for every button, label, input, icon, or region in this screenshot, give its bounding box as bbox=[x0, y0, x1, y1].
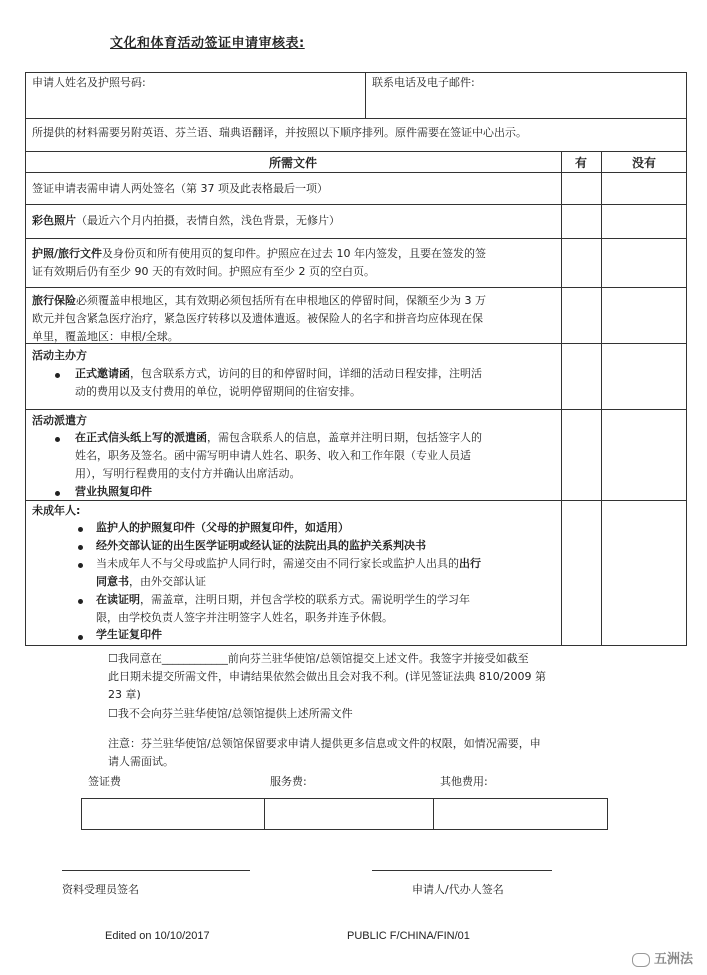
bullet-icon bbox=[55, 373, 60, 378]
agree-line1: ☐我同意在____________前向芬兰驻华使馆/总领馆提交上述文件。我签字并接受如截至 bbox=[108, 652, 529, 665]
agree-checkbox-text[interactable] bbox=[108, 650, 546, 704]
doc-enrollment-line2: 限，由学校负责人签字并注明签字人姓名，职务并连予休假。 bbox=[96, 611, 393, 624]
doc-guardian-passport: 监护人的护照复印件（父母的护照复印件，如适用） bbox=[96, 521, 349, 534]
doc-insurance-line1: 必须覆盖申根地区，其有效期必须包括所有在申根地区的停留时间，保额至少为 3 万 bbox=[76, 294, 486, 307]
page-title: 文化和体育活动签证申请审核表: bbox=[110, 36, 305, 51]
column-header-have: 有 bbox=[574, 156, 587, 170]
other-fee-input[interactable] bbox=[434, 799, 607, 829]
agree-line3: 23 章) bbox=[108, 688, 141, 701]
bullet-icon bbox=[55, 437, 60, 442]
visa-fee-label: 签证费 bbox=[88, 775, 121, 788]
other-fee-label: 其他费用: bbox=[440, 775, 488, 788]
doc-application-form: 签证申请表需申请人两处签名（第 37 项及此表格最后一项） bbox=[32, 182, 328, 195]
column-divider bbox=[561, 151, 562, 646]
receiver-signature-line[interactable] bbox=[62, 870, 250, 871]
notice-text bbox=[108, 735, 541, 771]
wechat-icon bbox=[632, 953, 650, 967]
doc-passport bbox=[32, 245, 486, 281]
doc-insurance-title: 旅行保险 bbox=[32, 294, 76, 307]
row-divider bbox=[25, 287, 687, 288]
row-divider bbox=[25, 151, 687, 152]
doc-passport-line1: 及身份页和所有使用页的复印件。护照应在过去 10 年内签发，且要在签发的签 bbox=[102, 247, 487, 260]
doc-dispatch-line2: 姓名，职务及签名。函中需写明申请人姓名、职务、收入和工作年限（专业人员适 bbox=[75, 449, 471, 462]
doc-insurance bbox=[32, 292, 486, 346]
doc-invitation bbox=[75, 365, 482, 401]
disagree-checkbox-text[interactable]: ☐我不会向芬兰驻华使馆/总领馆提供上述所需文件 bbox=[108, 707, 353, 720]
doc-invitation-title: 正式邀请函 bbox=[75, 367, 130, 380]
section-organizer: 活动主办方 bbox=[32, 349, 87, 362]
doc-dispatch-line1: ，需包含联系人的信息，盖章并注明日期，包括签字人的 bbox=[207, 431, 482, 444]
doc-business-license: 营业执照复印件 bbox=[75, 485, 152, 498]
applicant-name-label: 申请人姓名及护照号码: bbox=[32, 76, 146, 89]
section-minors: 未成年人: bbox=[32, 504, 81, 517]
doc-travel-consent bbox=[96, 555, 481, 591]
section-sender: 活动派遣方 bbox=[32, 414, 87, 427]
bullet-icon bbox=[78, 545, 83, 550]
doc-dispatch-letter bbox=[75, 429, 482, 483]
row-divider bbox=[25, 118, 687, 119]
intro-text: 所提供的材料需要另附英语、芬兰语、瑞典语翻译，并按照以下顺序排列。原件需要在签证中心出示。 bbox=[32, 126, 527, 139]
doc-student-card: 学生证复印件 bbox=[96, 628, 162, 641]
service-fee-label: 服务费: bbox=[270, 775, 307, 788]
agree-line2: 此日期未提交所需文件，申请结果依然会做出且会对我不利。(详见签证法典 810/2009 第 bbox=[108, 670, 546, 683]
row-divider bbox=[25, 172, 687, 173]
bullet-icon bbox=[78, 527, 83, 532]
form-code: PUBLIC F/CHINA/FIN/01 bbox=[347, 930, 470, 942]
doc-invitation-line2: 动的费用以及支付费用的单位，说明停留期间的住宿安排。 bbox=[75, 385, 361, 398]
notice-line1: 注意：芬兰驻华使馆/总领馆保留要求申请人提供更多信息或文件的权限，如情况需要，申 bbox=[108, 737, 541, 750]
notice-line2: 请人需面试。 bbox=[108, 755, 174, 768]
bullet-icon bbox=[55, 491, 60, 496]
doc-photo bbox=[32, 212, 340, 230]
doc-insurance-line3: 单里，覆盖地区：申根/全球。 bbox=[32, 330, 179, 343]
edited-date: Edited on 10/10/2017 bbox=[105, 930, 210, 942]
doc-passport-line2: 证有效期后仍有至少 90 天的有效时间。护照应有至少 2 页的空白页。 bbox=[32, 265, 375, 278]
doc-photo-desc: （最近六个月内拍摄，表情自然，浅色背景，无修片） bbox=[76, 214, 340, 227]
doc-birth-certificate: 经外交部认证的出生医学证明或经认证的法院出具的监护关系判决书 bbox=[96, 539, 426, 552]
column-divider bbox=[601, 151, 602, 646]
column-header-docs: 所需文件 bbox=[268, 156, 317, 170]
column-header-nothave: 没有 bbox=[631, 156, 656, 170]
row-divider bbox=[25, 238, 687, 239]
receiver-signature-label: 资料受理员签名 bbox=[62, 883, 139, 896]
doc-consent-line1a: 当未成年人不与父母或监护人同行时，需递交由不同行家长或监护人出具的 bbox=[96, 557, 459, 570]
bullet-icon bbox=[78, 599, 83, 604]
doc-insurance-line2: 欧元并包含紧急医疗治疗，紧急医疗转移以及遗体遣返。被保险人的名字和拼音均应体现在保 bbox=[32, 312, 483, 325]
applicant-signature-label: 申请人/代办人签名 bbox=[412, 883, 504, 896]
contact-label: 联系电话及电子邮件: bbox=[372, 76, 475, 89]
bullet-icon bbox=[78, 563, 83, 568]
visa-fee-input[interactable] bbox=[82, 799, 263, 829]
applicant-signature-line[interactable] bbox=[372, 870, 552, 871]
row-divider bbox=[25, 500, 687, 501]
doc-consent-line2a: 同意书 bbox=[96, 575, 129, 588]
watermark-logo bbox=[632, 948, 693, 967]
watermark-text: 五洲法 bbox=[653, 952, 693, 967]
row-divider bbox=[25, 343, 687, 344]
row-divider bbox=[25, 409, 687, 410]
doc-consent-line2b: ，由外交部认证 bbox=[129, 575, 206, 588]
doc-enrollment-title: 在读证明 bbox=[96, 593, 140, 606]
doc-enrollment-line1: ，需盖章，注明日期，并包含学校的联系方式。需说明学生的学习年 bbox=[140, 593, 470, 606]
doc-invitation-line1: ，包含联系方式，访问的目的和停留时间，详细的活动日程安排，注明活 bbox=[130, 367, 482, 380]
service-fee-input[interactable] bbox=[265, 799, 432, 829]
bullet-icon bbox=[78, 635, 83, 640]
doc-enrollment bbox=[96, 591, 470, 627]
doc-consent-line1b: 出行 bbox=[459, 557, 481, 570]
doc-passport-title: 护照/旅行文件 bbox=[32, 247, 103, 260]
doc-dispatch-title: 在正式信头纸上写的派遣函 bbox=[75, 431, 207, 444]
doc-dispatch-line3: 用），写明行程费用的支付方并确认出席活动。 bbox=[75, 467, 301, 480]
header-divider bbox=[365, 72, 366, 118]
doc-photo-title: 彩色照片 bbox=[32, 214, 76, 227]
row-divider bbox=[25, 204, 687, 205]
